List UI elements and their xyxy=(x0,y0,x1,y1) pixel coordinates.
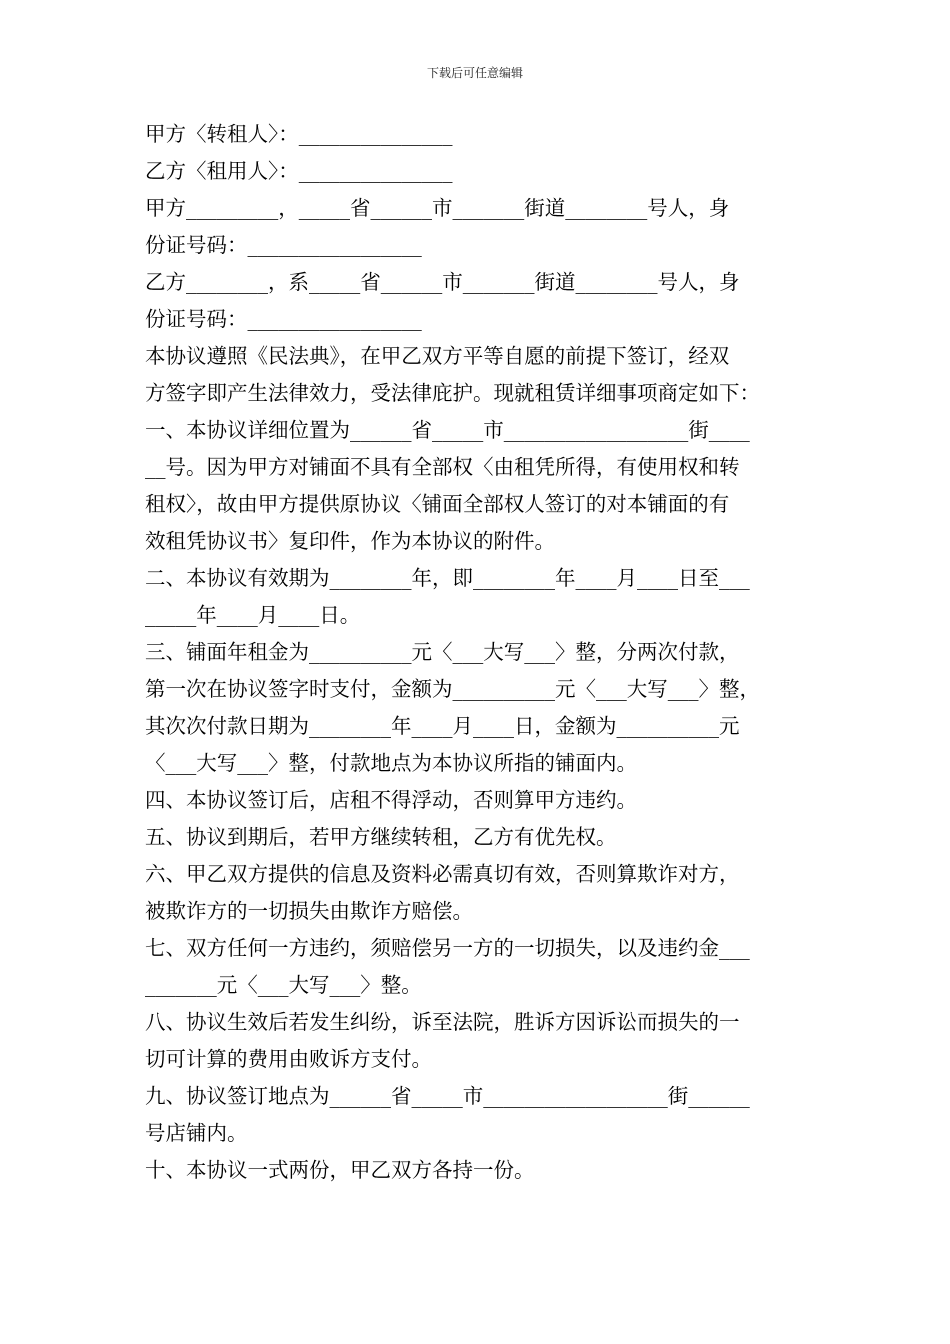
party-b-label-line: 乙方〈租用人〉：_______________ xyxy=(145,159,453,183)
clause-3-line-3: 其次次付款日期为________年____月____日，金额为__________元 xyxy=(145,714,740,738)
party-a-address-line: 甲方_________，_____省______市_______街道________号人，身 xyxy=(145,196,730,220)
clause-7-line-2: _______元〈___大写___〉整。 xyxy=(145,973,422,997)
clause-8-line-1: 八、协议生效后若发生纠纷，诉至法院，胜诉方因诉讼而损失的一 xyxy=(145,1010,740,1034)
page-header: 下载后可任意编辑 xyxy=(426,66,523,80)
clause-3-line-1: 三、铺面年租金为__________元〈___大写___〉整，分两次付款， xyxy=(145,640,740,664)
clause-10-line: 十、本协议一式两份，甲乙双方各持一份。 xyxy=(145,1158,535,1182)
clause-9-line-1: 九、协议签订地点为______省_____市__________________街______ xyxy=(145,1084,750,1108)
contract-body xyxy=(145,116,815,1189)
party-b-address-line: 乙方________，系_____省______市_______街道________号人，身 xyxy=(145,270,740,294)
clause-7-line-1: 七、双方任何一方违约，须赔偿另一方的一切损失，以及违约金___ xyxy=(145,936,750,960)
party-a-label-line: 甲方〈转租人〉：_______________ xyxy=(145,122,453,146)
clause-2-line-1: 二、本协议有效期为________年，即________年____月____日至___ xyxy=(145,566,750,590)
clause-6-line-1: 六、甲乙双方提供的信息及资料必需真切有效，否则算欺诈对方， xyxy=(145,862,740,886)
clause-9-line-2: 号店铺内。 xyxy=(145,1121,248,1145)
clause-1-line-2: __号。因为甲方对铺面不具有全部权〈由租凭所得，有使用权和转 xyxy=(145,455,740,479)
clause-1-line-1: 一、本协议详细位置为______省_____市__________________街____ xyxy=(145,418,750,442)
party-a-id-line: 份证号码：_________________ xyxy=(145,233,422,257)
clause-3-line-2: 第一次在协议签字时支付，金额为__________元〈___大写___〉整， xyxy=(145,677,760,701)
preamble-line-1: 本协议遵照《民法典》，在甲乙双方平等自愿的前提下签订，经双 xyxy=(145,344,730,368)
clause-8-line-2: 切可计算的费用由败诉方支付。 xyxy=(145,1047,432,1071)
clause-1-line-4: 效租凭协议书〉复印件，作为本协议的附件。 xyxy=(145,529,555,553)
clause-6-line-2: 被欺诈方的一切损失由欺诈方赔偿。 xyxy=(145,899,473,923)
party-b-id-line: 份证号码：_________________ xyxy=(145,307,422,331)
clause-5-line: 五、协议到期后，若甲方继续转租，乙方有优先权。 xyxy=(145,825,617,849)
clause-4-line: 四、本协议签订后，店租不得浮动，否则算甲方违约。 xyxy=(145,788,637,812)
clause-1-line-3: 租权〉，故由甲方提供原协议〈铺面全部权人签订的对本铺面的有 xyxy=(145,492,730,516)
clause-2-line-2: _____年____月____日。 xyxy=(145,603,361,627)
preamble-line-2: 方签字即产生法律效力，受法律庇护。现就租赁详细事项商定如下： xyxy=(145,381,760,405)
clause-3-line-4: 〈___大写___〉整，付款地点为本协议所指的铺面内。 xyxy=(145,751,637,775)
